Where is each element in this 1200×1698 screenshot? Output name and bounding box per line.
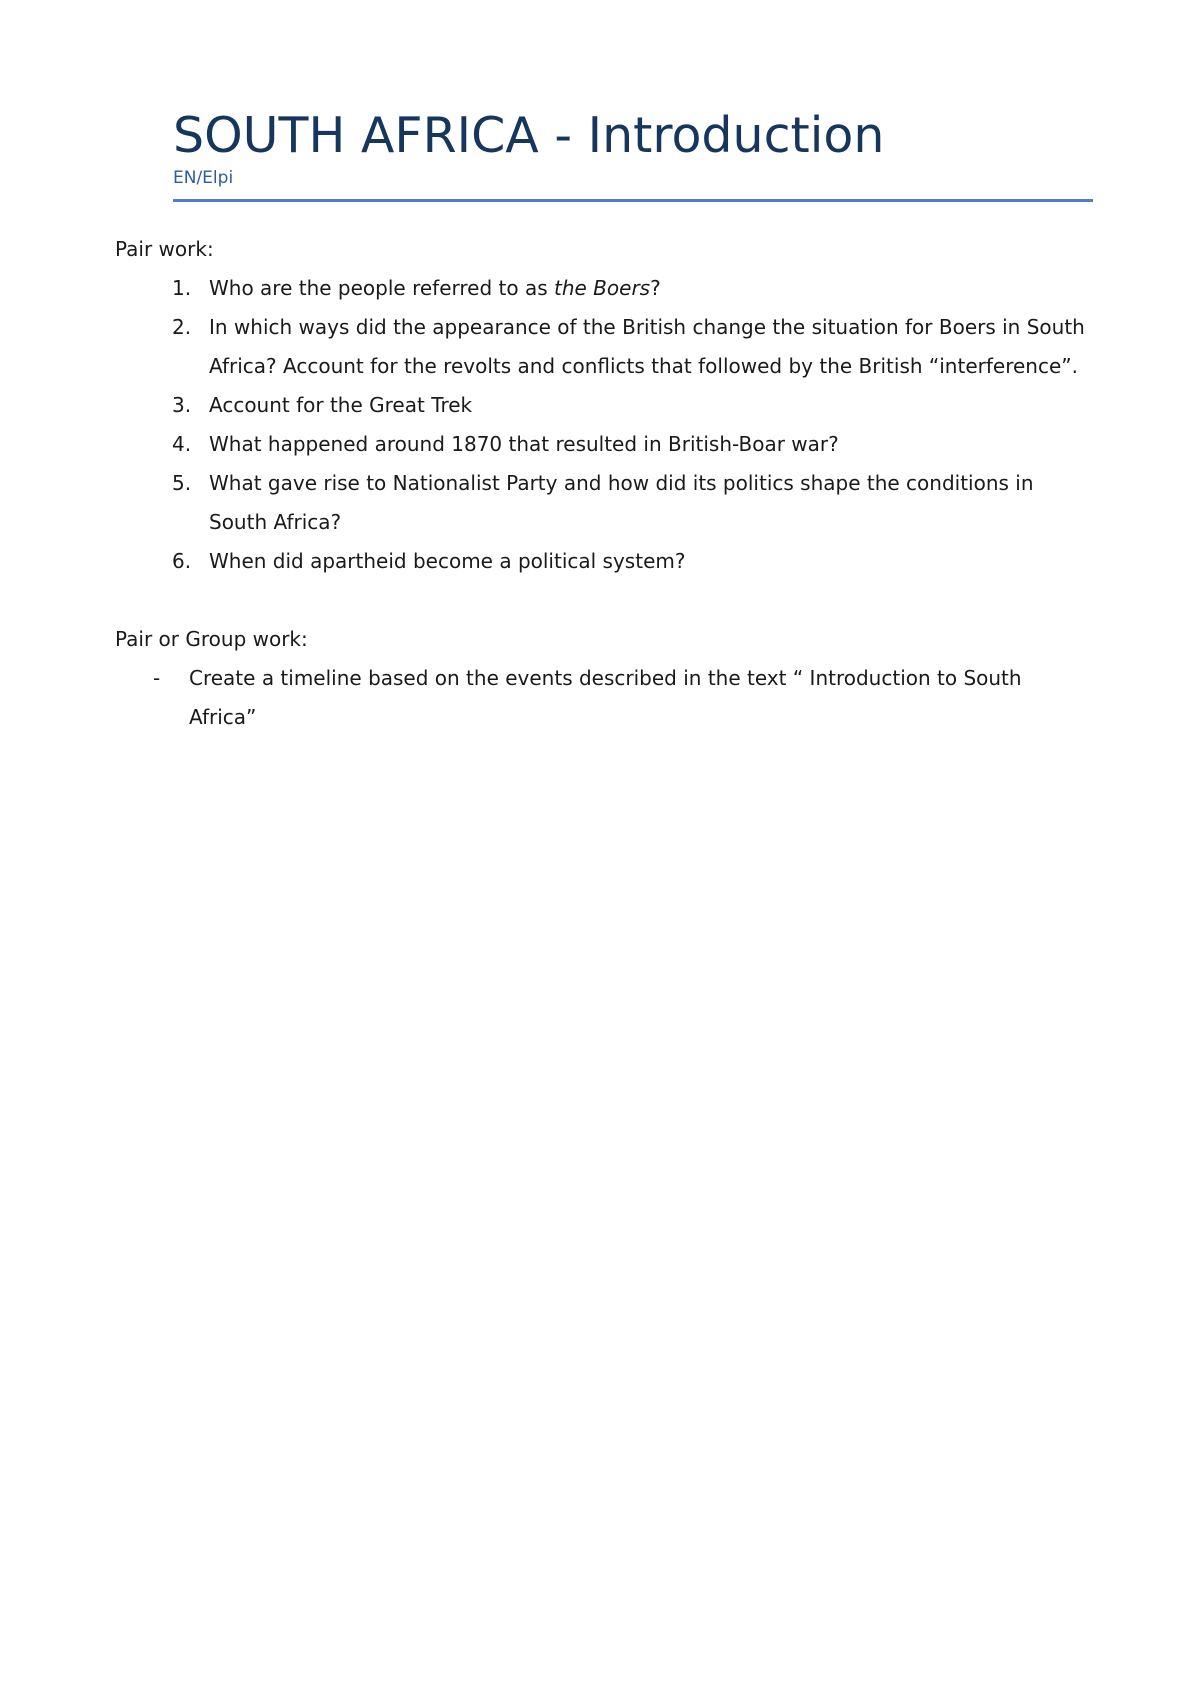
dash-bullet: - (153, 666, 161, 690)
list-item-text: What gave rise to Nationalist Party and how did its politics shape the conditions in South Africa? (209, 471, 1034, 534)
group-work-heading: Pair or Group work: (115, 627, 308, 651)
list-item-number: 2. (172, 315, 192, 339)
document-subtitle: EN/Elpi (173, 168, 234, 189)
list-item (115, 542, 1095, 581)
list-item (115, 386, 1095, 425)
list-item-text-end: ? (650, 276, 661, 300)
list-item (115, 308, 1095, 386)
section-spacer (115, 581, 1095, 620)
title-block (173, 108, 1093, 189)
list-item-text: What happened around 1870 that resulted in British-Boar war? (209, 432, 839, 456)
pair-work-question-list (115, 269, 1095, 581)
list-item-text: Who are the people referred to as (209, 276, 554, 300)
list-item-number: 4. (172, 432, 192, 456)
list-item (115, 659, 1095, 737)
document-body (115, 230, 1095, 737)
list-item-text: When did apartheid become a political system? (209, 549, 686, 573)
list-item (115, 425, 1095, 464)
list-item-number: 1. (172, 276, 192, 300)
list-item-text: Create a timeline based on the events described in the text “ Introduction to South Africa” (189, 666, 1022, 729)
pair-work-heading: Pair work: (115, 237, 214, 261)
list-item-text: In which ways did the appearance of the British change the situation for Boers in South Africa? Account for the revolts and conflicts that followed by the British “interference”. (209, 315, 1085, 378)
list-item-emphasis: the Boers (554, 276, 651, 300)
list-item (115, 464, 1095, 542)
list-item-number: 5. (172, 471, 192, 495)
group-work-task-list (115, 659, 1095, 737)
list-item-number: 3. (172, 393, 192, 417)
title-divider (173, 199, 1093, 202)
document-title: SOUTH AFRICA - Introduction (173, 107, 885, 164)
list-item (115, 269, 1095, 308)
list-item-text: Account for the Great Trek (209, 393, 473, 417)
list-item-number: 6. (172, 549, 192, 573)
